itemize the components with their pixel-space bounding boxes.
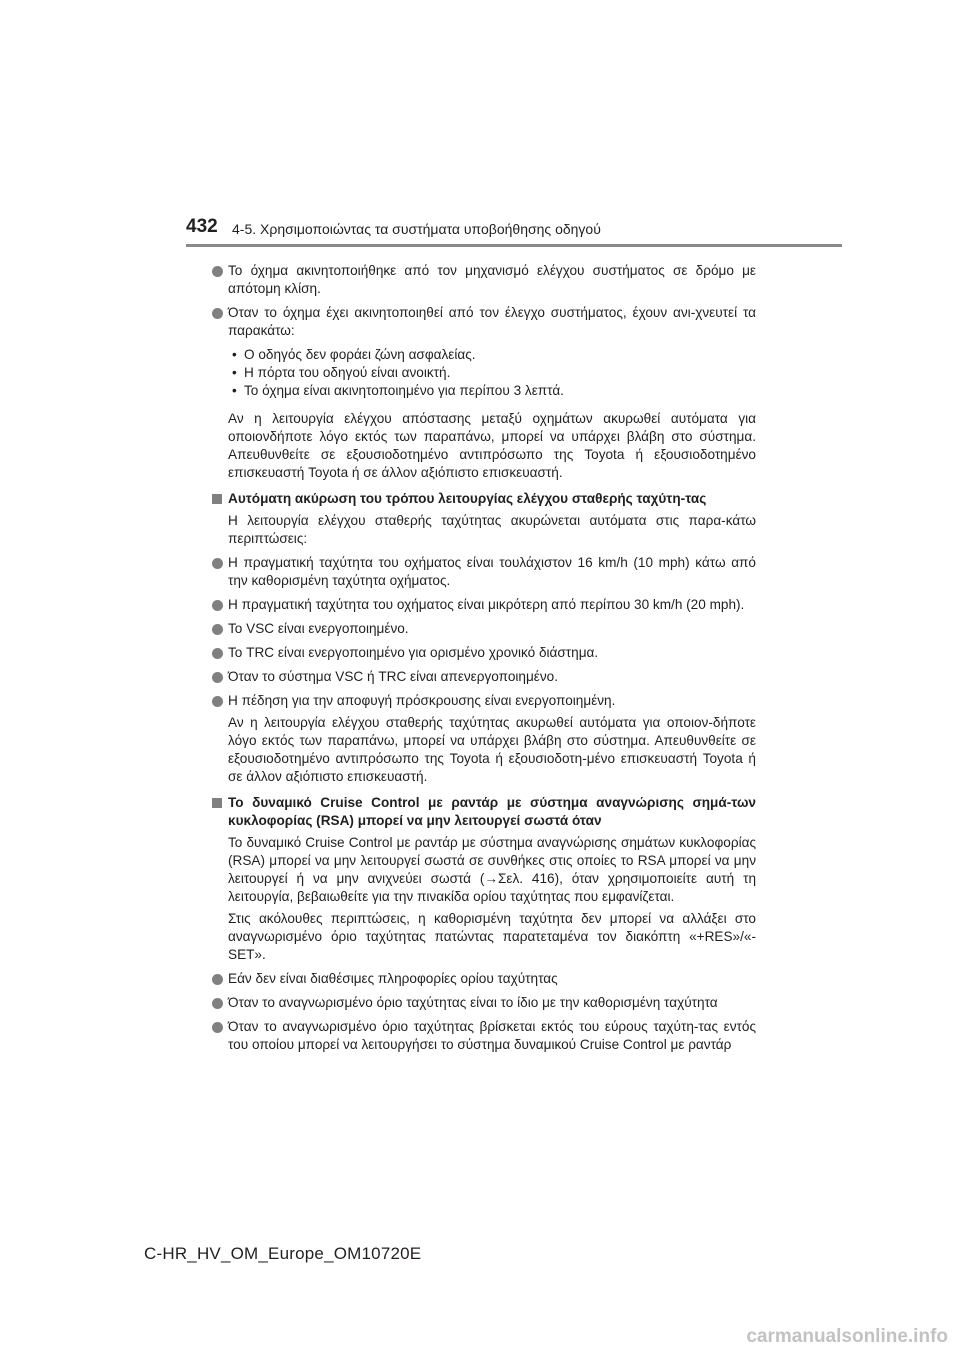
sub-bullet-icon: •	[232, 365, 237, 380]
bullet-icon	[212, 648, 223, 659]
content	[210, 256, 756, 1054]
section-heading: Το δυναμικό Cruise Control με ραντάρ με σύστημα αναγνώρισης σημά-των κυκλοφορίας (RSA) μπορεί να μην λειτουργεί σωστά όταν	[210, 794, 756, 830]
list-item: Η πραγματική ταχύτητα του οχήματος είναι τουλάχιστον 16 km/h (10 mph) κάτω από την καθορισμένη ταχύτητα οχήματος.	[210, 554, 756, 590]
list-item: Όταν το αναγνωρισμένο όριο ταχύτητας βρίσκεται εκτός του εύρους ταχύτη-τας εντός του οποίου μπορεί να λειτουργήσει το σύστημα δυναμικού Cruise Control με ραντάρ	[210, 1018, 756, 1054]
list-item: Η πέδηση για την αποφυγή πρόσκρουσης είναι ενεργοποιημένη.	[210, 692, 756, 710]
intro-paragraph: Το δυναμικό Cruise Control με ραντάρ με σύστημα αναγνώρισης σημάτων κυκλοφορίας (RSA) μπορεί να μην λειτουργεί σωστά σε συνθήκες στις οποίες το RSA μπορεί να μην λειτουργεί ή να μην ανιχνεύει σωστά (→Σελ. 416), όταν χρησιμοποιείτε αυτή τη λειτουργία, βεβαιωθείτε για την πινακίδα ορίου ταχύτητας που εμφανίζεται.	[228, 835, 756, 904]
note-paragraph: Αν η λειτουργία ελέγχου σταθερής ταχύτητας ακυρωθεί αυτόματα για οποιον-δήποτε λόγο εκτός των παραπάνω, μπορεί να υπάρχει βλάβη στο σύστημα. Απευθυνθείτε σε εξουσιοδοτημένο αντιπρόσωπο της Toyota ή εξουσιοδοτη-μένο επισκευαστή Toyota ή σε άλλον αξιόπιστο επισκευαστή.	[228, 715, 756, 784]
sub-bullet-icon: •	[232, 347, 237, 362]
section-heading: Αυτόματη ακύρωση του τρόπου λειτουργίας ελέγχου σταθερής ταχύτη-τας	[210, 490, 756, 508]
bullet-icon	[212, 1022, 223, 1033]
sub-list-item: • Το όχημα είναι ακινητοποιημένο για περίπου 3 λεπτά.	[232, 383, 564, 398]
sub-list	[228, 346, 756, 400]
list-item: Το VSC είναι ενεργοποιημένο.	[210, 620, 756, 638]
bullet-icon	[212, 624, 223, 635]
page-number: 432	[186, 216, 218, 237]
bullet-icon	[212, 266, 223, 277]
list-item: Το όχημα ακινητοποιήθηκε από τον μηχανισμό ελέγχου συστήματος σε δρόμο με απότομη κλίση.	[210, 262, 756, 298]
bullet-icon	[212, 974, 223, 985]
sub-list-item: • Η πόρτα του οδηγού είναι ανοικτή.	[232, 365, 451, 380]
list-item: Όταν το όχημα έχει ακινητοποιηθεί από τον έλεγχο συστήματος, έχουν ανι-χνευτεί τα παρακάτω:	[210, 304, 756, 340]
intro-paragraph: Στις ακόλουθες περιπτώσεις, η καθορισμένη ταχύτητα δεν μπορεί να αλλάξει στο αναγνωρισμένο όριο ταχύτητας πατώντας παρατεταμένα τον διακόπτη «+RES»/«-SET».	[228, 911, 756, 962]
note-paragraph: Αν η λειτουργία ελέγχου απόστασης μεταξύ οχημάτων ακυρωθεί αυτόματα για οποιονδήποτε λόγο εκτός των παραπάνω, μπορεί να υπάρχει βλάβη στο σύστημα. Απευθυνθείτε σε εξουσιοδοτημένο αντιπρόσωπο της Toyota ή εξουσιοδοτημένο επισκευαστή Toyota ή σε άλλον αξιόπιστο επισκευαστή.	[228, 411, 756, 480]
section-title: 4-5. Χρησιμοποιώντας τα συστήματα υποβοήθησης οδηγού	[232, 221, 601, 237]
header-rule	[186, 244, 842, 247]
intro-paragraph: Η λειτουργία ελέγχου σταθερής ταχύτητας ακυρώνεται αυτόματα στις παρα-κάτω περιπτώσεις:	[228, 513, 756, 546]
list-item: Εάν δεν είναι διαθέσιμες πληροφορίες ορίου ταχύτητας	[210, 970, 756, 988]
bullet-icon	[212, 558, 223, 569]
list-item: Το TRC είναι ενεργοποιημένο για ορισμένο χρονικό διάστημα.	[210, 644, 756, 662]
list-item: Όταν το αναγνωρισμένο όριο ταχύτητας είναι το ίδιο με την καθορισμένη ταχύτητα	[210, 994, 756, 1012]
bullet-icon	[212, 672, 223, 683]
watermark: carmanualsonline.info	[746, 1326, 948, 1347]
bullet-icon	[212, 308, 223, 319]
list-item: Η πραγματική ταχύτητα του οχήματος είναι μικρότερη από περίπου 30 km/h (20 mph).	[210, 596, 756, 614]
sub-list-item: • Ο οδηγός δεν φοράει ζώνη ασφαλείας.	[232, 347, 476, 362]
sub-bullet-icon: •	[232, 383, 237, 398]
list-item: Όταν το σύστημα VSC ή TRC είναι απενεργοποιημένο.	[210, 668, 756, 686]
section-square-icon	[212, 494, 222, 504]
bullet-icon	[212, 600, 223, 611]
bullet-icon	[212, 696, 223, 707]
document-code: C-HR_HV_OM_Europe_OM10720E	[144, 1244, 422, 1263]
bullet-icon	[212, 998, 223, 1009]
section-square-icon	[212, 798, 222, 808]
